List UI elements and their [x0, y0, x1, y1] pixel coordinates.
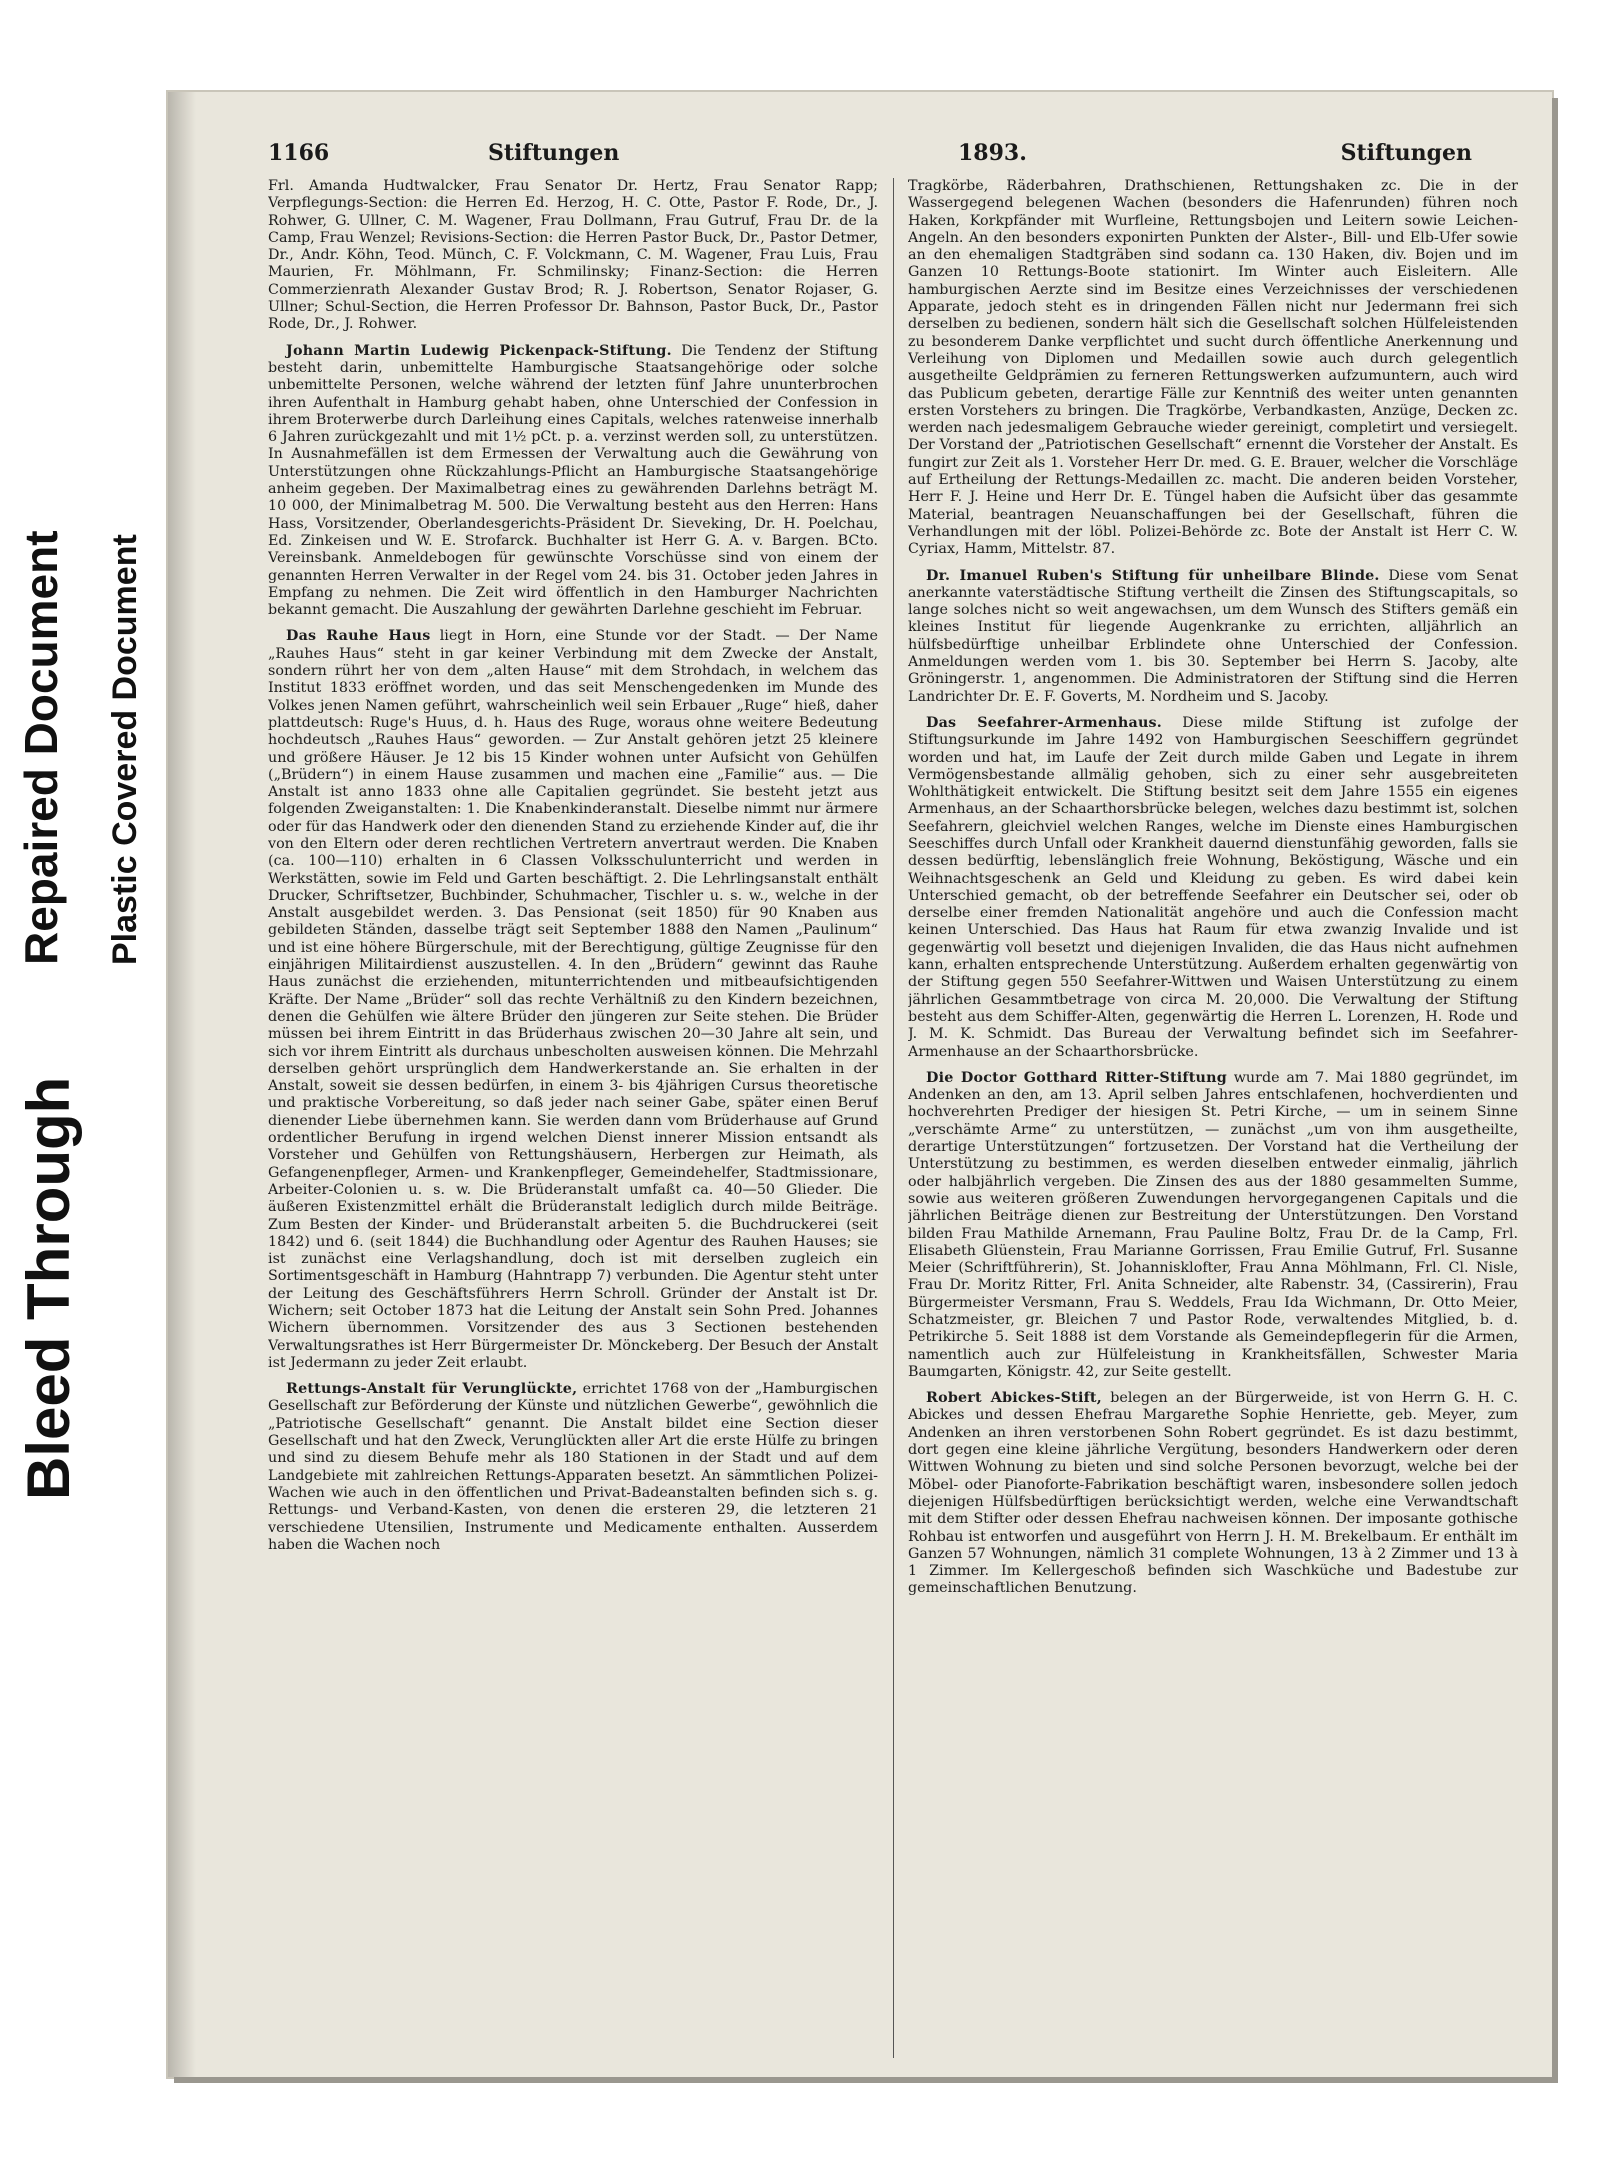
left-column	[268, 178, 878, 2058]
entry	[268, 628, 878, 1372]
entry-text: Tragkörbe, Räderbahren, Drathschienen, Rettungshaken zc. Die in der Wassergegend belegenen Wachen (besonders die Hafenrunden) führen noch Haken, Korkpfänder mit Wurfleine, Rettungsbojen und Leitern sowie Leichen-Angeln. An den besonders exponirten Punkten der Alster-, Bill- und Elb-Ufer sowie an den ehemaligen Stadtgräben sind sodann ca. 130 Haken, div. Bojen und im Ganzen 10 Rettungs-Boote stationirt. Im Winter auch Eisleitern. Alle hamburgischen Aerzte sind im Besitze eines Verzeichnisses der verschiedenen Apparate, jedoch steht es in dringenden Fällen nicht nur Jedermann frei sich derselben zu bedienen, sondern hält sich die Gesellschaft solchen Hülfeleistenden zu besonderem Danke verpflichtet und sucht durch öffentliche Anerkennung und Verleihung von Diplomen und Medaillen sowie auch durch gelegentlich ausgetheilte Geldprämien zu ferneren Rettungswerken aufzumuntern, auch wird das Publicum gebeten, derartige Fälle zur Kenntniß des weiter unten genannten ersten Vorstehers zu bringen. Die Tragkörbe, Verbandkasten, Anzüge, Decken zc. werden nach jedesmaligem Gebrauche wieder gereinigt, completirt und versiegelt. Der Vorstand der „Patriotischen Gesellschaft“ ernennt die Vorsteher der Anstalt. Es fungirt zur Zeit als 1. Vorsteher Herr Dr. med. G. E. Brauer, welcher die Vorschläge auf Ertheilung der Rettungs-Medaillen zc. macht. Die anderen beiden Vorsteher, Herr F. J. Heine und Herr Dr. E. Tüngel haben die Aufsicht über das gesammte Material, beantragen Neuanschaffungen bei der Gesellschaft, führen die Verhandlungen mit der löbl. Polizei-Behörde zc. Bote der Anstalt ist Herr C. W. Cyriax, Hamm, Mittelstr. 87.	[908, 178, 1518, 558]
plastic-covered-label: Plastic Covered Document	[106, 534, 144, 965]
entry-text: Diese vom Senat anerkannte vaterstädtische Stiftung vertheilt die Zinsen des Stiftungscapitals, so lange solches nicht so weit angewachsen, um dem Wunsch des Stifters gemäß ein kleines Institut für liegende Augenkranke zu errichten, alljährlich an hülfsbedürftige unheilbar Erblindete ohne Unterschied der Confession. Anmeldungen werden vom 1. bis 30. September bei Herrn S. Jacoby, alte Gröningerstr. 1, angenommen. Die Administratoren der Stiftung sind die Herren Landrichter Dr. E. F. Goverts, M. Nordheim und S. Jacoby.	[908, 567, 1518, 705]
running-title-left: Stiftungen	[488, 140, 620, 166]
entry	[268, 1381, 878, 1554]
entry-text: wurde am 7. Mai 1880 gegründet, im Andenken an den, am 13. April selben Jahres entschlafenen, hochverdienten und hochverehrten Prediger der hiesigen St. Petri Kirche, — um in seinem Sinne „verschämte Arme“ zu unterstützen, — zunächst „um von ihm ausgetheilte, derartige Unterstützungen“ fortzusetzen. Der Vorstand hat die Vertheilung der Unterstützung zu bestimmen, es werden dieselben entweder einmalig, jährlich oder halbjährlich vergeben. Die Zinsen des aus der 1880 gesammelten Summe, sowie aus weiteren größeren Zuwendungen hervorgegangenen Capitals und die jährlichen Beiträge dienen zur Bestreitung der Unterstützungen. Den Vorstand bilden Frau Mathilde Arnemann, Frau Pauline Boltz, Frau Dr. de la Camp, Frl. Elisabeth Glüenstein, Frau Marianne Gorrissen, Frau Emilie Gutruf, Frl. Susanne Meier (Schriftführerin), St. Johannisklofter, Frau Anna Möhlmann, Frl. Cl. Nisle, Frau Dr. Moritz Ritter, Frl. Anita Schneider, alte Rabenstr. 34, (Cassirerin), Frau Bürgermeister Versmann, Frau S. Weddels, Frau Ida Wichmann, Dr. Otto Meier, Schatzmeister, gr. Bleichen 7 und Pastor Rode, verwaltendes Mitglied, b. d. Petrikirche 5. Seit 1888 ist dem Vorstande als Gemeindepflegerin für die Armen, namentlich auch zur Hülfeleistung in Krankheitsfällen, Schwester Maria Baumgarten, Königstr. 42, zur Seite gestellt.	[908, 1069, 1518, 1380]
entry-title: Johann Martin Ludewig Pickenpack-Stiftung.	[286, 342, 672, 359]
entry-title: Robert Abickes-Stift,	[926, 1390, 1102, 1407]
entry	[908, 568, 1518, 706]
entry-title: Dr. Imanuel Ruben's Stiftung für unheilbare Blinde.	[926, 567, 1380, 584]
entry	[908, 715, 1518, 1061]
entry-title: Das Seefahrer-Armenhaus.	[926, 714, 1162, 731]
entry-text: Frl. Amanda Hudtwalcker, Frau Senator Dr. Hertz, Frau Senator Rapp; Verpflegungs-Section: die Herren Ed. Herzog, H. C. Otte, Pastor F. Rode, Dr., J. Rohwer, G. Ullner, C. M. Wagener, Frau Dollmann, Frau Gutruf, Frau Dr. de la Camp, Frau Wenzel; Revisions-Section: die Herren Pastor Buck, Dr., Pastor Detmer, Dr., Andr. Köhn, Teod. Münch, C. F. Volckmann, C. M. Wagener, Frau Luis, Frau Maurien, Fr. Möhlmann, Fr. Schmilinsky; Finanz-Section: die Herren Commerzienrath Alexander Gustav Brod; R. J. Robertson, Senator Rojaser, G. Ullner; Schul-Section, die Herren Professor Dr. Bahnson, Pastor Buck, Dr., Pastor Rode, Dr., J. Rohwer.	[268, 178, 878, 333]
entry-text: errichtet 1768 von der „Hamburgischen Gesellschaft zur Beförderung der Künste und nützlichen Gewerbe“, gewöhnlich die „Patriotische Gesellschaft“ genannt. Die Anstalt bildet eine Section dieser Gesellschaft und hat den Zweck, Verunglückten aller Art die erste Hülfe zu bringen und sind zu diesem Behufe mehr als 180 Stationen in der Stadt und auf dem Landgebiete mit zahlreichen Rettungs-Apparaten besetzt. An sämmtlichen Polizei-Wachen wie auch in den öffentlichen und Privat-Badeanstalten befinden sich s. g. Rettungs- und Verband-Kasten, von denen die ersteren 29, die letzteren 21 verschiedene Utensilien, Instrumente und Medicamente enthalten. Ausserdem haben die Wachen noch	[268, 1381, 878, 1553]
entry	[908, 1390, 1518, 1598]
right-column	[908, 178, 1518, 2058]
repaired-document-label: Repaired Document	[15, 530, 67, 965]
entry-text: Diese milde Stiftung ist zufolge der Stiftungsurkunde im Jahre 1492 von Hamburgischen Seeschiffern gegründet worden und hat, im Laufe der Zeit durch milde Gaben und Legate in ihrem Vermögensbestande allmälig gehoben, sich zu einer sehr ausgebreiteten Wohlthätigkeit entwickelt. Die Stiftung besitzt seit dem Jahre 1555 ein eigenes Armenhaus, an der Schaarthorsbrücke belegen, welches dazu bestimmt ist, solchen Seefahrern, gleichviel welchen Ranges, welche im Dienste eines Hamburgischen Seeschiffes durch Unfall oder Krankheit dauernd dienstunfähig geworden, falls sie dessen bedürftig, lebenslänglich freie Wohnung, Beköstigung, Wäsche und ein Weihnachtsgeschenk an Geld und Kleidung zu geben. Es wird dabei kein Unterschied gemacht, ob der betreffende Seefahrer ein Deutscher sei, oder ob derselbe einer fremden Nationalität angehöre und auch die Confession macht keinen Unterschied. Das Haus hat Raum für etwa zwanzig Invalide und ist gegenwärtig voll besetzt und diejenigen Invaliden, die das Haus nicht aufnehmen kann, erhalten entsprechende Unterstützung. Außerdem erhalten gegenwärtig von der Stiftung gegen 550 Seefahrer-Wittwen und Waisen Unterstützung zu einem jährlichen Gesammtbetrage von circa M. 20,000. Die Verwaltung der Stiftung besteht aus dem Schiffer-Alten, gegenwärtig die Herren L. Lorenzen, H. Rode und J. M. K. Schmidt. Das Bureau der Verwaltung befindet sich im Seefahrer-Armenhause an der Schaarthorsbrücke.	[908, 714, 1518, 1060]
entry-text: liegt in Horn, eine Stunde vor der Stadt. — Der Name „Rauhes Haus“ steht in gar keiner Verbindung mit dem Zwecke der Anstalt, sondern rührt her von dem „alten Hause“ mit dem Strohdach, in welchem das Institut 1833 eröffnet worden, und das seit Menschengedenken im Munde des Volkes jenen Namen geführt, wahrscheinlich weil sein Erbauer „Ruge“ hieß, daher plattdeutsch: Ruge's Huus, d. h. Haus des Ruge, woraus ohne weitere Bedeutung hochdeutsch „Rauhes Haus“ geworden. — Zur Anstalt gehören jetzt 25 kleinere und größere Häuser. Je 12 bis 15 Kinder wohnen unter Aufsicht von Gehülfen („Brüdern“) in einem Hause zusammen und machen eine „Familie“ aus. — Die Anstalt ist anno 1833 ohne alle Capitalien gegründet. Sie besteht jetzt aus folgenden Zweiganstalten: 1. Die Knabenkinderanstalt. Dieselbe nimmt nur ärmere oder für das Handwerk oder den dienenden Stand zu erziehende Kinder auf, die ihr von den Eltern oder deren rechtlichen Vertretern anvertraut werden. Die Knaben (ca. 100—110) erhalten in 6 Classen Volksschulunterricht und werden in Werkstätten, sowie im Feld und Garten beschäftigt. 2. Die Lehrlingsanstalt enthält Drucker, Schriftsetzer, Buchbinder, Schuhmacher, Tischler u. s. w., welche in der Anstalt ausgebildet werden. 3. Das Pensionat (seit 1850) für 90 Knaben aus gebildeten Ständen, dasselbe trägt seit September 1888 den Namen „Paulinum“ und ist eine höhere Bürgerschule, mit der Berechtigung, gültige Zeugnisse für den einjährigen Militairdienst auszustellen. 4. In den „Brüdern“ gewinnt das Rauhe Haus zunächst die erziehenden, mitunterrichtenden und mitbeaufsichtigenden Kräfte. Der Name „Brüder“ soll das rechte Verhältniß zu den Kindern bezeichnen, denen die Gehülfen wie ältere Brüder den jüngeren zur Seite stehen. Die Brüder müssen bei ihrem Eintritt in das Brüderhaus zwischen 20—30 Jahre alt sein, und sich vor ihrem Eintritt als durchaus unbescholten ausweisen können. Die Mehrzahl derselben gehört ursprünglich dem Handwerkerstande an. Sie erhalten in der Anstalt, soweit sie dessen bedürfen, in einem 3- bis 4jährigen Cursus theoretische und praktische Vorbereitung, so daß jeder nach seiner Gabe, später einen Beruf dienender Liebe übernehmen kann. Sie werden dann vom Brüderhause auf Grund ordentlicher Berufung in irgend welchen Dienst innerer Mission entsandt als Vorsteher und Gehülfen von Rettungshäusern, Herbergen zur Heimath, als Gefangenenpfleger, Armen- und Krankenpfleger, Gemeindehelfer, Stadtmissionare, Arbeiter-Colonien u. s. w. Die Brüderanstalt umfaßt ca. 40—50 Glieder. Die äußeren Existenzmittel erhält die Brüderanstalt lediglich durch milde Beiträge. Zum Besten der Kinder- und Brüderanstalt arbeiten 5. die Buchdruckerei (seit 1842) und 6. (seit 1844) die Buchhandlung oder Agentur des Rauhen Hauses; sie ist zunächst eine Verlagshandlung, doch ist mit derselben zugleich ein Sortimentsgeschäft in Hamburg (Hahntrapp 7) verbunden. Die Agentur steht unter der Leitung des Geschäftsführers Herrn Schroll. Gründer der Anstalt ist Dr. Wichern; seit October 1873 hat die Leitung der Anstalt sein Sohn Pred. Johannes Wichern übernommen. Vorsitzender des aus 3 Sectionen bestehenden Verwaltungsrathes ist Herr Bürgermeister Dr. Mönckeberg. Der Besuch der Anstalt ist Jedermann zu jeder Zeit erlaubt.	[268, 628, 878, 1371]
header-year: 1893.	[958, 140, 1027, 166]
bleed-through-label: Bleed Through	[15, 1076, 82, 1500]
entry-title: Rettungs-Anstalt für Verunglückte,	[286, 1381, 578, 1398]
running-title-right: Stiftungen	[1340, 140, 1472, 166]
entry	[268, 343, 878, 620]
entry-title: Die Doctor Gotthard Ritter-Stiftung	[926, 1069, 1227, 1086]
column-divider	[893, 178, 894, 2058]
entry	[268, 178, 878, 334]
entry-text: Die Tendenz der Stiftung besteht darin, unbemittelte Hamburgische Staatsangehörige oder solche unbemittelte Personen, welche während der letzten fünf Jahre ununterbrochen ihren Aufenthalt in Hamburg gehabt haben, ohne Unterschied der Confession in ihrem Broterwerbe durch Darleihung eines Capitals, welches ratenweise innerhalb 6 Jahren zurückgezahlt und mit 1½ pCt. p. a. verzinst werden soll, zu unterstützen. In Ausnahmefällen ist dem Ermessen der Verwaltung auch die Gewährung von Unterstützungen ohne Rückzahlungs-Pflicht an Hamburgische Staatsangehörige anheim gegeben. Der Maximalbetrag eines zu gewährenden Darlehns beträgt M. 10 000, der Minimalbetrag M. 500. Die Verwaltung besteht aus den Herren: Hans Hass, Vorsitzender, Oberlandesgerichts-Präsident Dr. Sieveking, Dr. H. Poelchau, Ed. Zinkeisen und W. E. Strofarck. Buchhalter ist Herr G. A. v. Bargen. BCto. Vereinsbank. Anmeldebogen für gewünschte Vorschüsse sind von einem der genannten Herren Verwalter in der Regel vom 24. bis 31. October jeden Jahres in Empfang zu nehmen. Die Zeit wird öffentlich in den Hamburger Nachrichten bekannt gemacht. Die Auszahlung der gewährten Darlehne geschieht im Februar.	[268, 342, 878, 619]
entry-title: Das Rauhe Haus	[286, 628, 431, 645]
page-gutter-shadow	[168, 92, 196, 2077]
running-header	[268, 140, 1512, 168]
entry	[908, 178, 1518, 559]
scanned-page	[168, 92, 1552, 2077]
entry	[908, 1070, 1518, 1381]
entry-text: belegen an der Bürgerweide, ist von Herrn G. H. C. Abickes und dessen Ehefrau Margarethe Sophie Henriette, geb. Meyer, zum Andenken an ihren verstorbenen Sohn Robert gegründet. Es ist dazu bestimmt, dort gegen eine kleine jährliche Vergütung, besonders Handwerkern oder deren Wittwen Wohnung zu bieten und sind solche Personen bevorzugt, welche bei der Möbel- oder Pianoforte-Fabrikation beschäftigt waren, insbesondere sollen jedoch diejenigen Hülfsbedürftigen berücksichtigt werden, welche eine Verwandtschaft mit dem Stifter oder dessen Ehefrau nachweisen können. Der imposante gothische Rohbau ist entworfen und ausgeführt von Herrn J. H. M. Brekelbaum. Er enthält im Ganzen 57 Wohnungen, nämlich 31 complete Wohnungen, 13 à 2 Zimmer und 13 à 1 Zimmer. Im Kellergeschoß befinden sich Waschküche und Badestube zur gemeinschaftlichen Benutzung.	[908, 1390, 1518, 1597]
page-number: 1166	[268, 140, 330, 166]
